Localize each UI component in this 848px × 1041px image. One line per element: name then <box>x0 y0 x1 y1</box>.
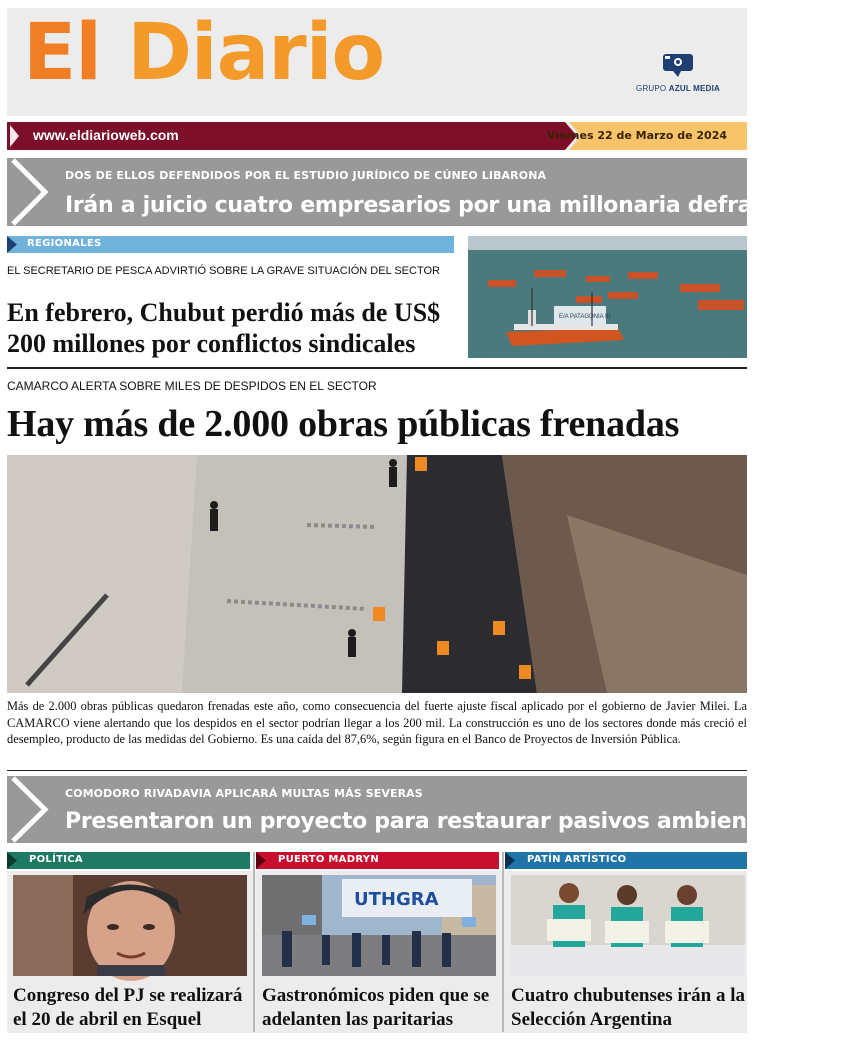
top-banner-story[interactable] <box>7 158 848 226</box>
section-arrow-icon <box>256 852 270 869</box>
group-prefix: GRUPO <box>636 84 669 93</box>
main-story-headline[interactable]: Hay más de 2.000 obras públicas frenadas <box>7 403 680 445</box>
boat-banner-text: E/A PATAGONIA III <box>559 314 611 320</box>
column-divider <box>502 852 504 1032</box>
skaters-photo[interactable] <box>511 875 745 976</box>
main-story-body: Más de 2.000 obras públicas quedaron frenadas este año, como consecuencia del fuerte ajuste fiscal aplicado por el gobierno de Javier Milei. La CAMARCO viene alertando que los despidos en el sector podrían llegar a los 200 mil. La construcción es uno de los sectores donde más creció el desempleo, producto de las medidas del Gobierno. Es una caída del 87,6%, según figura en el Banco de Proyectos de Inversión Pública. <box>7 699 747 746</box>
section-label: PATÍN ARTÍSTICO <box>527 854 627 865</box>
section-arrow-icon <box>7 236 21 253</box>
section-bar-patin-artistico <box>505 852 747 869</box>
regionales-kicker: EL SECRETARIO DE PESCA ADVIRTIÓ SOBRE LA GRAVE SITUACIÓN DEL SECTOR <box>7 265 440 277</box>
column-divider <box>253 852 255 1032</box>
column-headline[interactable]: Cuatro chubutenses irán a la Selección Argentina <box>511 985 746 1030</box>
top-banner-headline[interactable]: Irán a juicio cuatro empresarios por una millonaria defraudación <box>65 193 848 218</box>
skaters-image <box>511 875 745 976</box>
divider <box>7 770 747 771</box>
logo-word-el: El <box>23 8 128 98</box>
column-puerto-madryn[interactable] <box>256 852 499 1032</box>
site-url-link[interactable]: www.eldiarioweb.com <box>33 127 179 143</box>
chevron-right-icon <box>7 776 67 843</box>
chevron-right-icon <box>7 158 67 226</box>
section-label: POLÍTICA <box>29 854 83 865</box>
regionales-headline[interactable]: En febrero, Chubut perdió más de US$ 200 millones por conflictos sindicales <box>7 298 441 358</box>
march-image <box>262 875 496 976</box>
middle-banner-headline[interactable]: Presentaron un proyecto para restaurar pasivos ambientales <box>65 809 807 834</box>
column-patin-artistico[interactable] <box>505 852 748 1032</box>
group-label <box>623 84 733 93</box>
issue-date: Viernes 22 de Marzo de 2024 <box>546 129 727 142</box>
group-brand[interactable] <box>623 52 733 93</box>
section-bar-politica <box>7 852 250 869</box>
masthead <box>7 8 747 116</box>
column-headline[interactable]: Gastronómicos piden que se adelanten las paritarias <box>262 985 490 1030</box>
logo-word-diario: Diario <box>127 8 385 98</box>
column-headline[interactable]: Congreso del PJ se realizará el 20 de abril en Esquel <box>13 985 243 1030</box>
url-date-bar <box>7 122 747 150</box>
main-story-kicker: CAMARCO ALERTA SOBRE MILES DE DESPIDOS EN EL SECTOR <box>7 379 377 393</box>
fishing-boats-image <box>468 236 747 358</box>
media-chat-icon <box>661 52 695 78</box>
section-arrow-icon <box>7 852 21 869</box>
section-label: PUERTO MADRYN <box>278 854 379 865</box>
middle-banner-kicker: COMODORO RIVADAVIA APLICARÁ MULTAS MÁS SEVERAS <box>65 787 423 800</box>
union-banner-text: UTHGRA <box>354 889 439 910</box>
column-politica[interactable] <box>7 852 250 1032</box>
section-bar-puerto-madryn <box>256 852 499 869</box>
section-arrow-icon <box>505 852 519 869</box>
politician-photo[interactable] <box>13 875 247 976</box>
section-label: REGIONALES <box>27 238 102 249</box>
site-logo[interactable] <box>23 8 385 98</box>
middle-banner-story[interactable] <box>7 776 807 843</box>
fishing-boats-photo[interactable] <box>468 236 747 358</box>
top-banner-kicker: DOS DE ELLOS DEFENDIDOS POR EL ESTUDIO JURÍDICO DE CÚNEO LIBARONA <box>65 169 547 182</box>
divider <box>7 367 747 369</box>
road-works-image <box>7 455 747 693</box>
road-works-photo[interactable] <box>7 455 747 693</box>
section-bar-regionales <box>7 236 454 253</box>
group-name: AZUL MEDIA <box>668 84 720 93</box>
march-photo[interactable] <box>262 875 496 976</box>
politician-image <box>13 875 247 976</box>
